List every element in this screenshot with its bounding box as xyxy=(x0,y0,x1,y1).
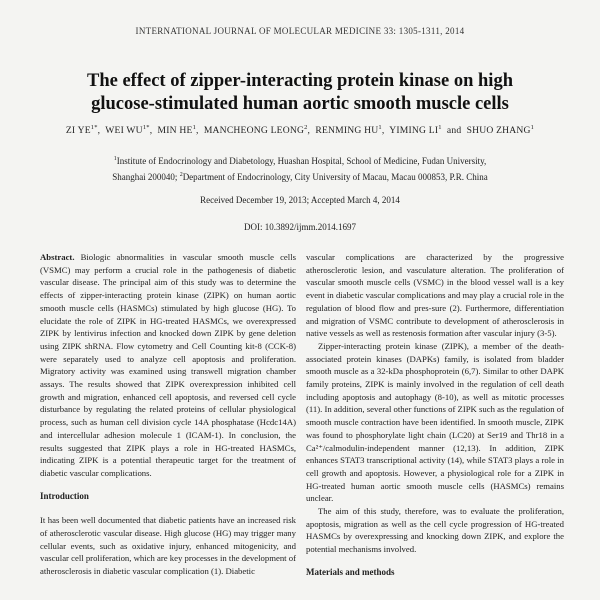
right-column xyxy=(306,251,564,591)
author-affiliation-mark: 1 xyxy=(378,124,382,131)
affiliation-mark: 2 xyxy=(179,172,183,178)
author-name: ZI YE xyxy=(65,125,91,137)
body-text: sure (2). Furthermore, differentiation and migration of VSMC contribute to development of atherosclerosis in native vessels as well as restenosis formation after vascular injury (3-5). xyxy=(306,302,564,339)
author-name: WEI WU xyxy=(105,125,143,137)
body-paragraph xyxy=(306,251,564,340)
affiliation-text: Shanghai 200040; xyxy=(112,172,180,182)
author-name: SHUO ZHANG xyxy=(466,125,531,137)
affiliation-text: Institute of Endocrinology and Diabetology, Huashan Hospital, School of Medicine, Fudan University, xyxy=(116,156,487,166)
author-affiliation-mark: 1* xyxy=(142,124,150,131)
left-column xyxy=(40,251,296,578)
author-name: MIN HE xyxy=(157,125,193,137)
journal-running-header: INTERNATIONAL JOURNAL OF MOLECULAR MEDICINE 33: 1305-1311, 2014 xyxy=(135,26,465,36)
author-affiliation-mark: 1 xyxy=(192,124,197,131)
section-heading-methods: Materials and methods xyxy=(306,566,395,577)
abstract-text: Biologic abnormalities in vascular smooth muscle cells (VSMC) may perform a crucial role in the pathogenesis of diabetic vascular disease. The principal aim of this study was to determine the effects of zipper-interacting protein kinase (ZIPK) on human aortic smooth muscle cells (HASMCs) stimulated by high glucose (HG). To elucidate the role of ZIPK in HG-treated HASMCs, we overexpressed ZIPK by lentivirus infection and knocked down ZIPK by gene deletion using ZIPK shRNA. Flow cytometry and Cell Counting kit-8 (CCK-8) were separately used to analyze cell apoptosis and proliferation. Migratory activity was examined using transwell migration chamber assays. The results showed that ZIPK overexpression inhibited cell growth and migration, enhanced cell apoptosis, and reversed cell cycle disturbance by regulating the related proteins of cellular physiological process, such as human cell division cycle 14A phosphatase (Hcdc14A) and intercellular adhesion molecule 1 (ICAM-1). In conclusion, the results suggested that ZIPK plays a role in HG-treated HASMCs, indicating ZIPK is a potential therapeutic target for the treatment of diabetic vascular complications. xyxy=(40,252,296,478)
author-name: MANCHEONG LEONG xyxy=(203,125,305,137)
body-text: play a crucial role in the regulation of blood flow and pres- xyxy=(306,290,565,313)
title-line-2: glucose-stimulated human aortic smooth muscle cells xyxy=(91,94,509,114)
doi: DOI: 10.3892/ijmm.2014.1697 xyxy=(244,222,356,232)
author-list: ZI $YE^{1*}$, WEI $WU^{1*}$, MIN $HE^1$, MANCHEONG LEONG$^2$, RENMING $HU^1$, YIMING $LI^1$ and SHUO ZHANG$^1$ xyxy=(65,124,535,137)
author-affiliation-mark: 1 xyxy=(438,124,442,131)
author-affiliation-mark: 2 xyxy=(304,124,308,131)
affiliation-text: Department of Endocrinology, City University of Macau, Macau 000853, P.R. China xyxy=(182,172,488,182)
received-accepted-dates: Received December 19, 2013; Accepted March 4, 2014 xyxy=(200,195,400,205)
body-paragraph: The aim of this study, therefore, was to evaluate the proliferation, apoptosis, migration as well as the cell cycle progression of HG-treated HASMCs by overexpressing and knocking down ZIPK, and explore the potential mechanisms involved. xyxy=(306,506,564,555)
intro-paragraph: It has been well documented that diabetic patients have an increased risk of atherosclerotic vascular disease. High glucose (HG) may trigger many cellular events, such as oxidative injury, enhanced mitogenicity, and vascular cell proliferation, which are key processes in the development of atherosclerosis in diabetic vascular complication (1). Diabetic xyxy=(40,515,296,577)
abstract-label: Abstract. xyxy=(40,252,75,262)
body-paragraph: Zipper-interacting protein kinase (ZIPK), a member of the death-associated protein kinases (DAPKs) family, is isolated from bladder smooth muscle as a 32-kDa phosphoprotein (6,7). Similar to other DAPK family proteins, ZIPK is mainly involved in the regulation of cell death including apoptosis and autophagy (8-10), as well as mitotic processes (11). In addition, several other functions of ZIPK such as the regulation of smooth muscle contraction have been identified. In smooth muscle, ZIPK was found to phosphorylate light chain (LC20) at Ser19 and Thr18 in a Ca²⁺/calmodulin-independent manner (12,13). In addition, ZIPK enhances STAT3 transcriptional activity (14), while STAT3 plays a role in cell growth and apoptosis. However, a physiological role for a ZIPK in HG-treated human aortic smooth muscle cells (HASMCs) remains unclear. xyxy=(306,340,564,504)
affiliation-mark: 1 xyxy=(113,156,117,162)
abstract xyxy=(40,251,296,480)
author-name: YIMING LI xyxy=(389,125,439,137)
author-and: and xyxy=(446,125,462,137)
title-line-1: The effect of zipper-interacting protein kinase on high xyxy=(87,71,513,91)
body-text: vascular complications are characterized by the progressive atherosclerotic lesion, and vasculature alteration. The proliferation of vascular smooth muscle cells (VSMC) in the blood vessel wall is a key event in diabetic vascular complications and may xyxy=(306,252,564,301)
affiliation-line-2 xyxy=(55,168,545,184)
section-heading-introduction: Introduction xyxy=(40,490,89,501)
affiliations xyxy=(55,152,545,184)
author-affiliation-mark: 1 xyxy=(530,124,535,131)
author-affiliation-mark: 1* xyxy=(90,124,98,131)
author-name: RENMING HU xyxy=(315,125,379,137)
article-title xyxy=(40,70,560,116)
affiliation-line-1 xyxy=(55,152,545,168)
